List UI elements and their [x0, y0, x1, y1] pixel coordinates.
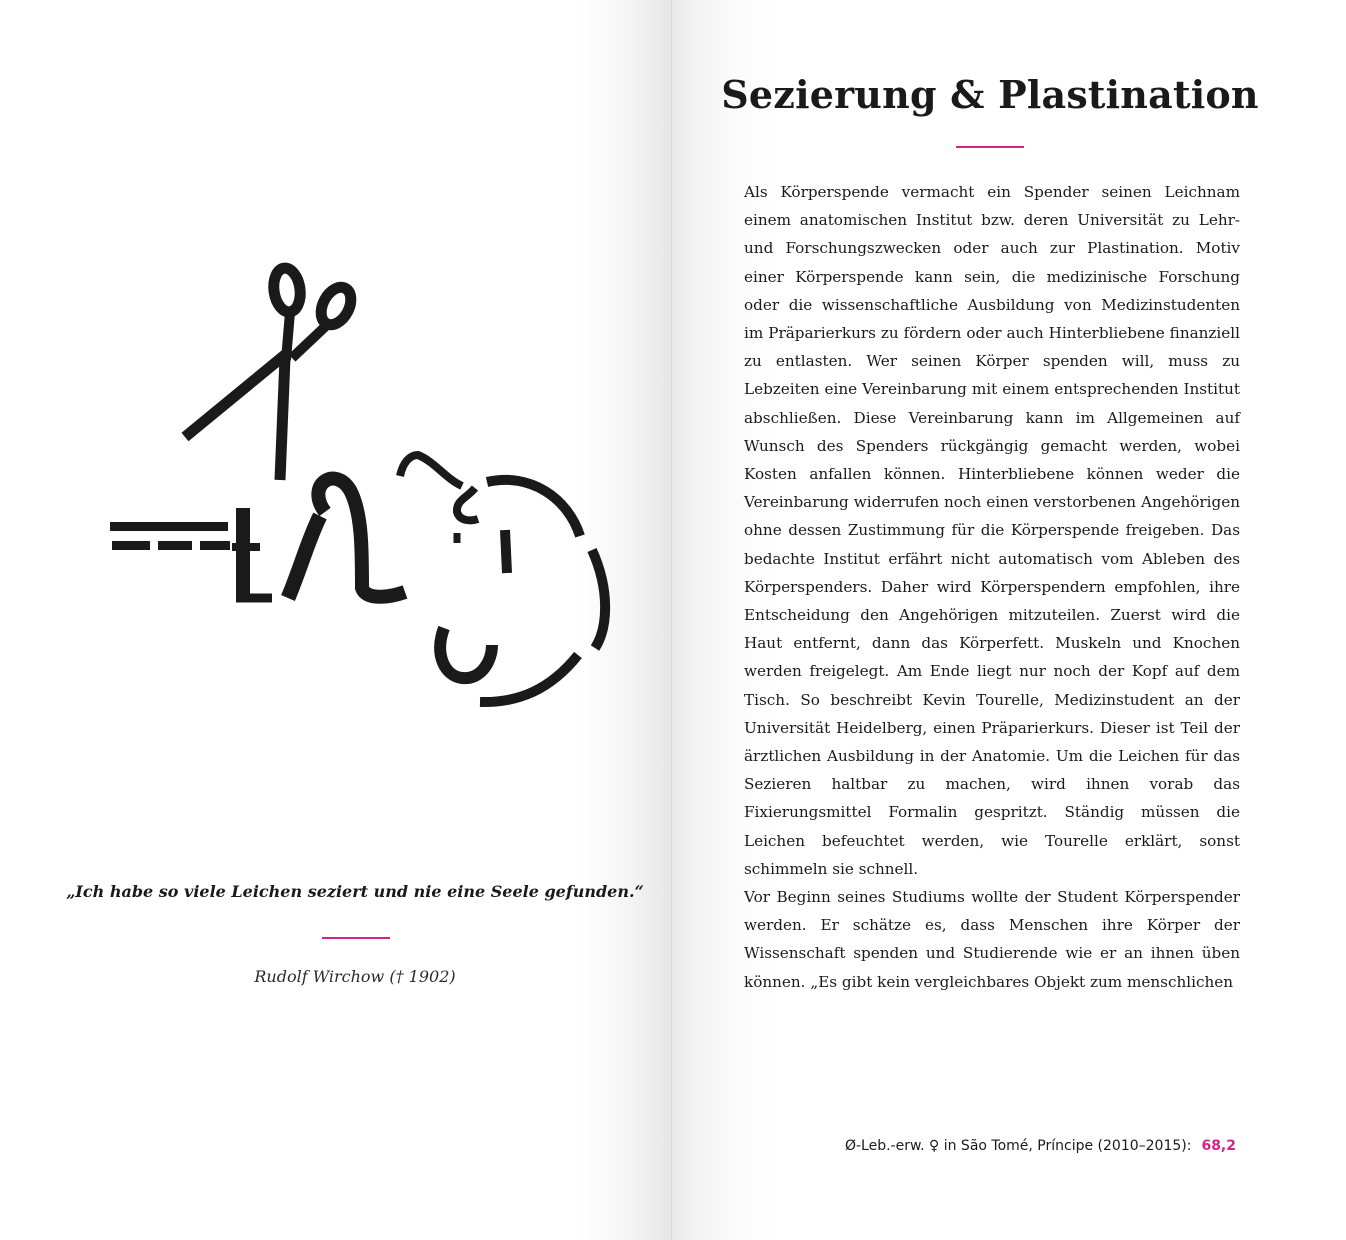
page-title: Sezierung & Plastination — [721, 72, 1259, 117]
left-page — [0, 0, 672, 1240]
title-divider — [956, 146, 1024, 148]
article-paragraph: Vor Beginn seines Studiums wollte der Student Körperspender werden. Er schätze es, dass Menschen ihre Körper der Wissenschaft spenden und Studierende wie er an ihnen üben können. „Es gibt kein vergleichbares Objekt zum menschlichen — [744, 888, 1240, 991]
scissors-icon — [185, 266, 357, 480]
statistic-footer — [744, 1138, 1236, 1154]
statistic-label: Ø-Leb.-erw. ♀ in São Tomé, Príncipe (2010–2015): — [844, 1138, 1192, 1154]
article-paragraph: Als Körperspende vermacht ein Spender seinen Leichnam einem anatomischen Institut bzw. deren Universität zu Lehr- und Forschungszwecken oder auch zur Plastination. Motiv einer Körperspende kann sein, die medizinische Forschung oder die wissenschaftliche Ausbildung von Medizinstudenten im Präparierkurs zu fördern oder auch Hinterbliebene finanziell zu entlasten. Wer seinen Körper spenden will, muss zu Lebzeiten eine Vereinbarung mit einem entsprechenden Institut abschließen. Diese Vereinbarung kann im Allgemeinen auf Wunsch des Spenders rückgängig gemacht werden, wobei Kosten anfallen können. Hinterbliebene können weder die Vereinbarung widerrufen noch einen verstorbenen Angehörigen ohne dessen Zustimmung für die Körperspende freigeben. Das bedachte Institut erfährt nicht automatisch vom Ableben des Körperspenders. Daher wird Körperspendern empfohlen, ihre Entscheidung den Angehörigen mitzuteilen. Zuerst wird die Haut entfernt, dann das Körperfett. Muskeln und Knochen werden freigelegt. Am Ende liegt nur noch der Kopf auf dem Tisch. So beschreibt Kevin Tourelle, Medizinstudent an der Universität Heidelberg, einen Präparierkurs. Dieser ist Teil der ärztlichen Ausbildung in der Anatomie. Um die Leichen für das Sezieren haltbar zu machen, wird ihnen vorab das Fixierungsmittel Formalin gespritzt. Ständig müssen die Leichen befeuchtet werden, wie Tourelle erklärt, sonst schimmeln sie schnell. — [744, 183, 1240, 878]
quote-author: Rudolf Wirchow († 1902) — [254, 967, 456, 986]
statistic-value: 68,2 — [1201, 1138, 1236, 1154]
tissue-strips-icon — [232, 455, 507, 598]
dashed-line-icon — [110, 522, 230, 550]
article-body — [744, 178, 1240, 996]
quote-text: „Ich habe so viele Leichen seziert und nie eine Seele gefunden.“ — [66, 882, 644, 901]
dissection-illustration — [100, 250, 620, 720]
head-outline-icon — [440, 480, 605, 702]
quote-divider — [322, 937, 390, 939]
